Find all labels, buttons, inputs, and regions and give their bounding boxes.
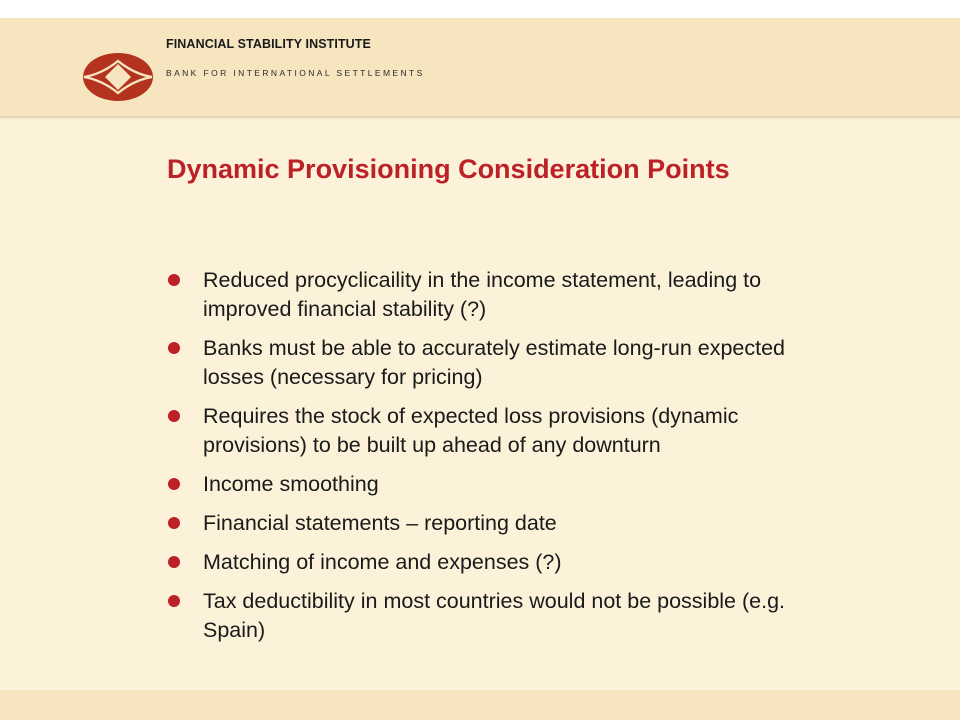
bullet-item xyxy=(167,509,807,538)
bullet-item xyxy=(167,548,807,577)
bullet-text: Reduced procyclicaility in the income statement, leading to improved financial stability (?) xyxy=(203,268,762,321)
bullet-dot-icon xyxy=(168,410,180,422)
bullet-text: Financial statements – reporting date xyxy=(203,511,557,535)
bullet-text: Requires the stock of expected loss provisions (dynamic provisions) to be built up ahead of any downturn xyxy=(203,404,739,457)
header-divider xyxy=(0,116,960,119)
bullet-dot-icon xyxy=(168,517,180,529)
bullet-text: Banks must be able to accurately estimate long-run expected losses (necessary for pricing) xyxy=(203,336,786,389)
footer-band xyxy=(0,690,960,720)
bullet-dot-icon xyxy=(168,556,180,568)
bullet-text: Tax deductibility in most countries would not be possible (e.g. Spain) xyxy=(203,589,786,642)
bis-logo-icon xyxy=(82,52,154,102)
bullet-item xyxy=(167,470,807,499)
bullet-item xyxy=(167,266,807,324)
bullet-dot-icon xyxy=(168,274,180,286)
bullet-item xyxy=(167,334,807,392)
bullet-text: Matching of income and expenses (?) xyxy=(203,550,562,574)
bullet-dot-icon xyxy=(168,595,180,607)
bullet-item xyxy=(167,402,807,460)
org-name: FINANCIAL STABILITY INSTITUTE xyxy=(166,37,371,51)
bullet-dot-icon xyxy=(168,342,180,354)
bullet-dot-icon xyxy=(168,478,180,490)
org-subtitle: BANK FOR INTERNATIONAL SETTLEMENTS xyxy=(166,68,425,78)
bullet-list xyxy=(167,266,807,655)
bullet-item xyxy=(167,587,807,645)
slide-title: Dynamic Provisioning Consideration Points xyxy=(167,154,730,184)
bullet-text: Income smoothing xyxy=(203,472,379,496)
